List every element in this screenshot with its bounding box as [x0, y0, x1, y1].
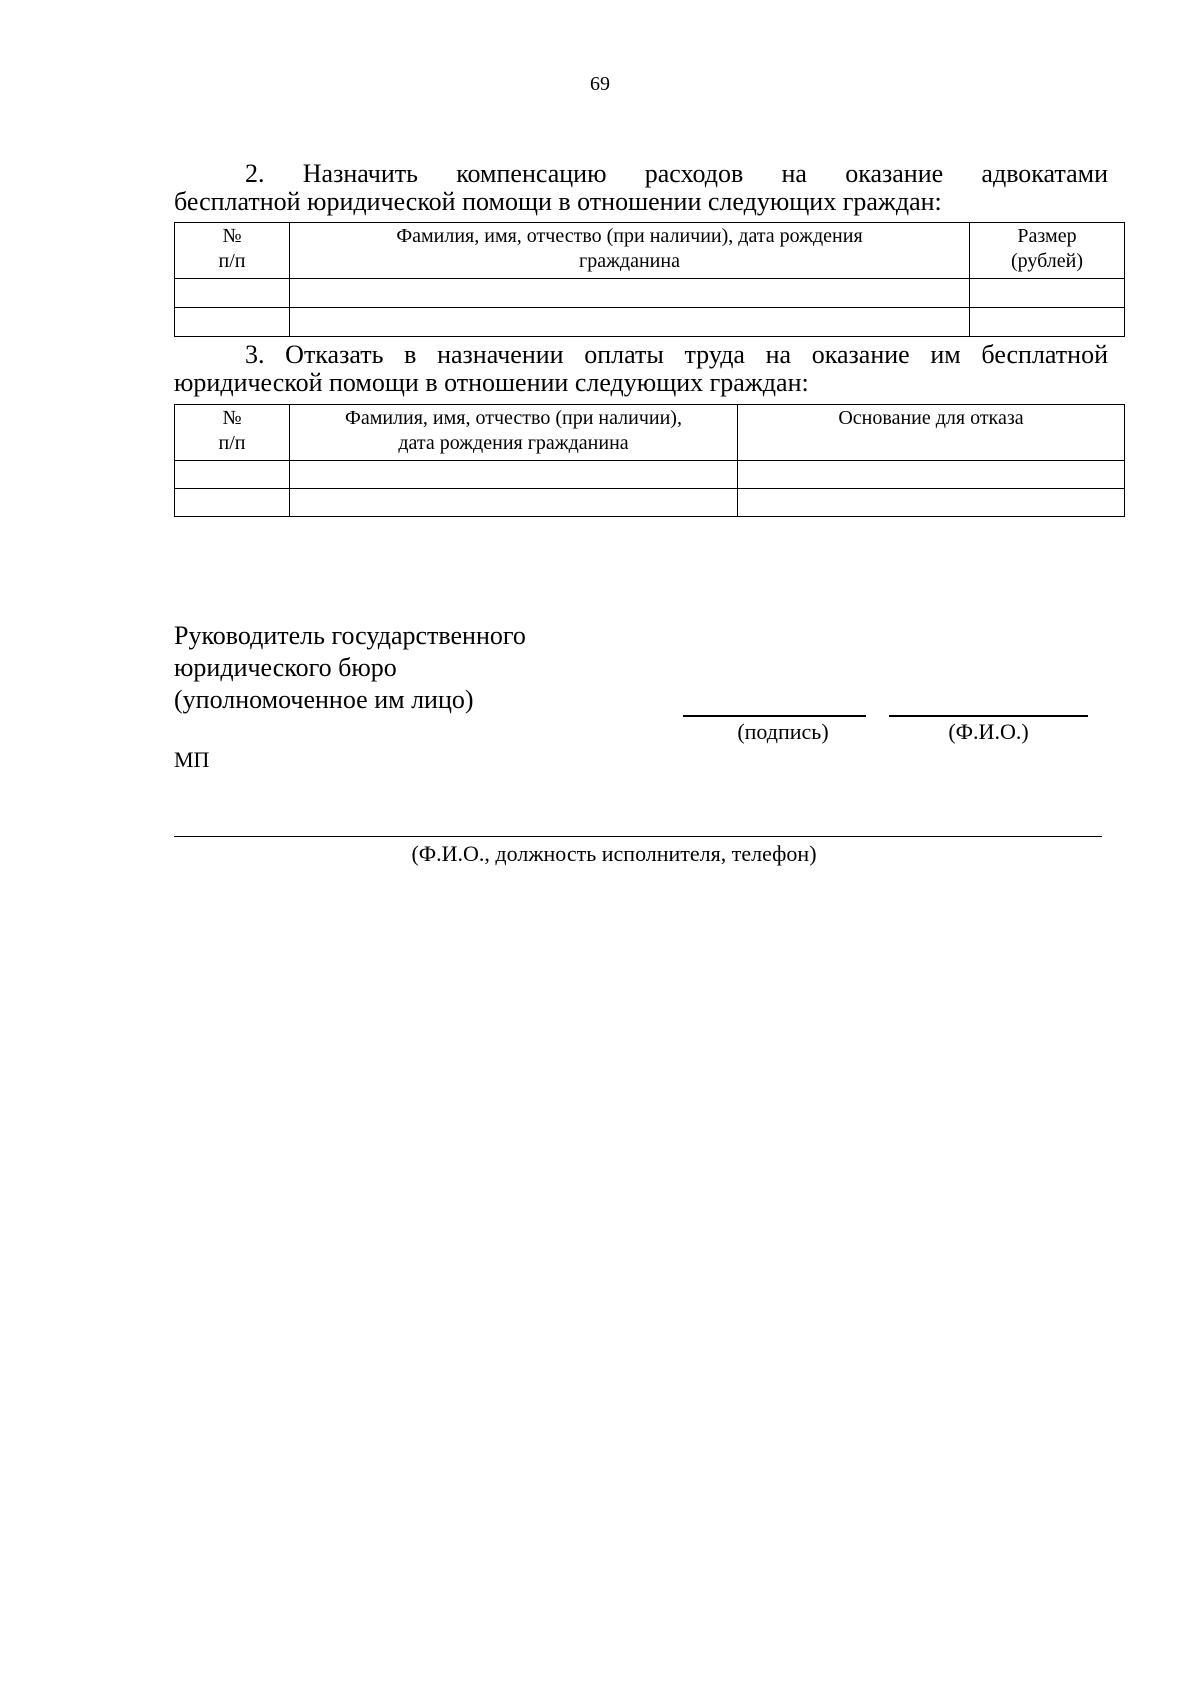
signer-position-line-3: (уполномоченное им лицо)	[174, 685, 474, 714]
header-citizen-line-1: Фамилия, имя, отчество (при наличии),	[345, 407, 682, 429]
header-citizen-line-2: гражданина	[579, 250, 680, 272]
table-row	[175, 489, 1125, 517]
section-2-line-1: 2. Назначить компенсацию расходов на оказание адвокатами	[245, 159, 1108, 188]
table-cell	[290, 489, 738, 517]
fio-blank-line	[889, 715, 1088, 717]
header-number	[175, 405, 290, 461]
header-citizen-line-2: дата рождения гражданина	[398, 432, 629, 454]
signer-position	[174, 620, 526, 716]
table-header-row	[175, 405, 1125, 461]
header-reason	[738, 405, 1125, 461]
section-3-line-2: юридической помощи в отношении следующих граждан:	[174, 368, 809, 397]
header-amount	[970, 223, 1125, 279]
header-citizen	[290, 405, 738, 461]
stamp-place-label: МП	[174, 747, 210, 772]
table-cell	[290, 279, 970, 308]
table-cell	[970, 308, 1125, 337]
header-citizen	[290, 223, 970, 279]
table-header-row	[175, 223, 1125, 279]
table-cell	[175, 489, 290, 517]
header-number	[175, 223, 290, 279]
header-number-line-2: п/п	[218, 432, 246, 454]
header-number-line-1: №	[222, 407, 242, 429]
signer-position-line-1: Руководитель государственного	[174, 621, 526, 650]
table-cell	[970, 279, 1125, 308]
table-cell	[738, 461, 1125, 489]
table-cell	[175, 279, 290, 308]
table-row	[175, 308, 1125, 337]
header-number-line-1: №	[222, 225, 242, 247]
table-row	[175, 279, 1125, 308]
executor-caption: (Ф.И.О., должность исполнителя, телефон)	[411, 841, 817, 866]
table-cell	[738, 489, 1125, 517]
table-row	[175, 461, 1125, 489]
section-3-paragraph	[174, 341, 1108, 397]
header-reason-line-1: Основание для отказа	[838, 407, 1024, 429]
refusal-table	[174, 404, 1125, 517]
header-citizen-line-1: Фамилия, имя, отчество (при наличии), дата рождения	[396, 225, 863, 247]
page-number: 69	[590, 73, 610, 95]
fio-caption: (Ф.И.О.)	[948, 719, 1029, 744]
section-2-paragraph	[174, 160, 1108, 216]
section-2-line-2: бесплатной юридической помощи в отношении следующих граждан:	[174, 187, 942, 216]
table-cell	[290, 461, 738, 489]
header-amount-line-1: Размер	[1017, 225, 1077, 247]
table-cell	[175, 461, 290, 489]
signature-caption: (подпись)	[737, 719, 829, 744]
signature-blank-line	[683, 715, 866, 717]
signer-position-line-2: юридического бюро	[174, 653, 397, 682]
compensation-table	[174, 222, 1125, 337]
table-cell	[290, 308, 970, 337]
header-amount-line-2: (рублей)	[1010, 250, 1084, 272]
executor-blank-line	[174, 836, 1102, 837]
header-number-line-2: п/п	[218, 250, 246, 272]
section-3-line-1: 3. Отказать в назначении оплаты труда на оказание им бесплатной	[245, 340, 1108, 369]
table-cell	[175, 308, 290, 337]
